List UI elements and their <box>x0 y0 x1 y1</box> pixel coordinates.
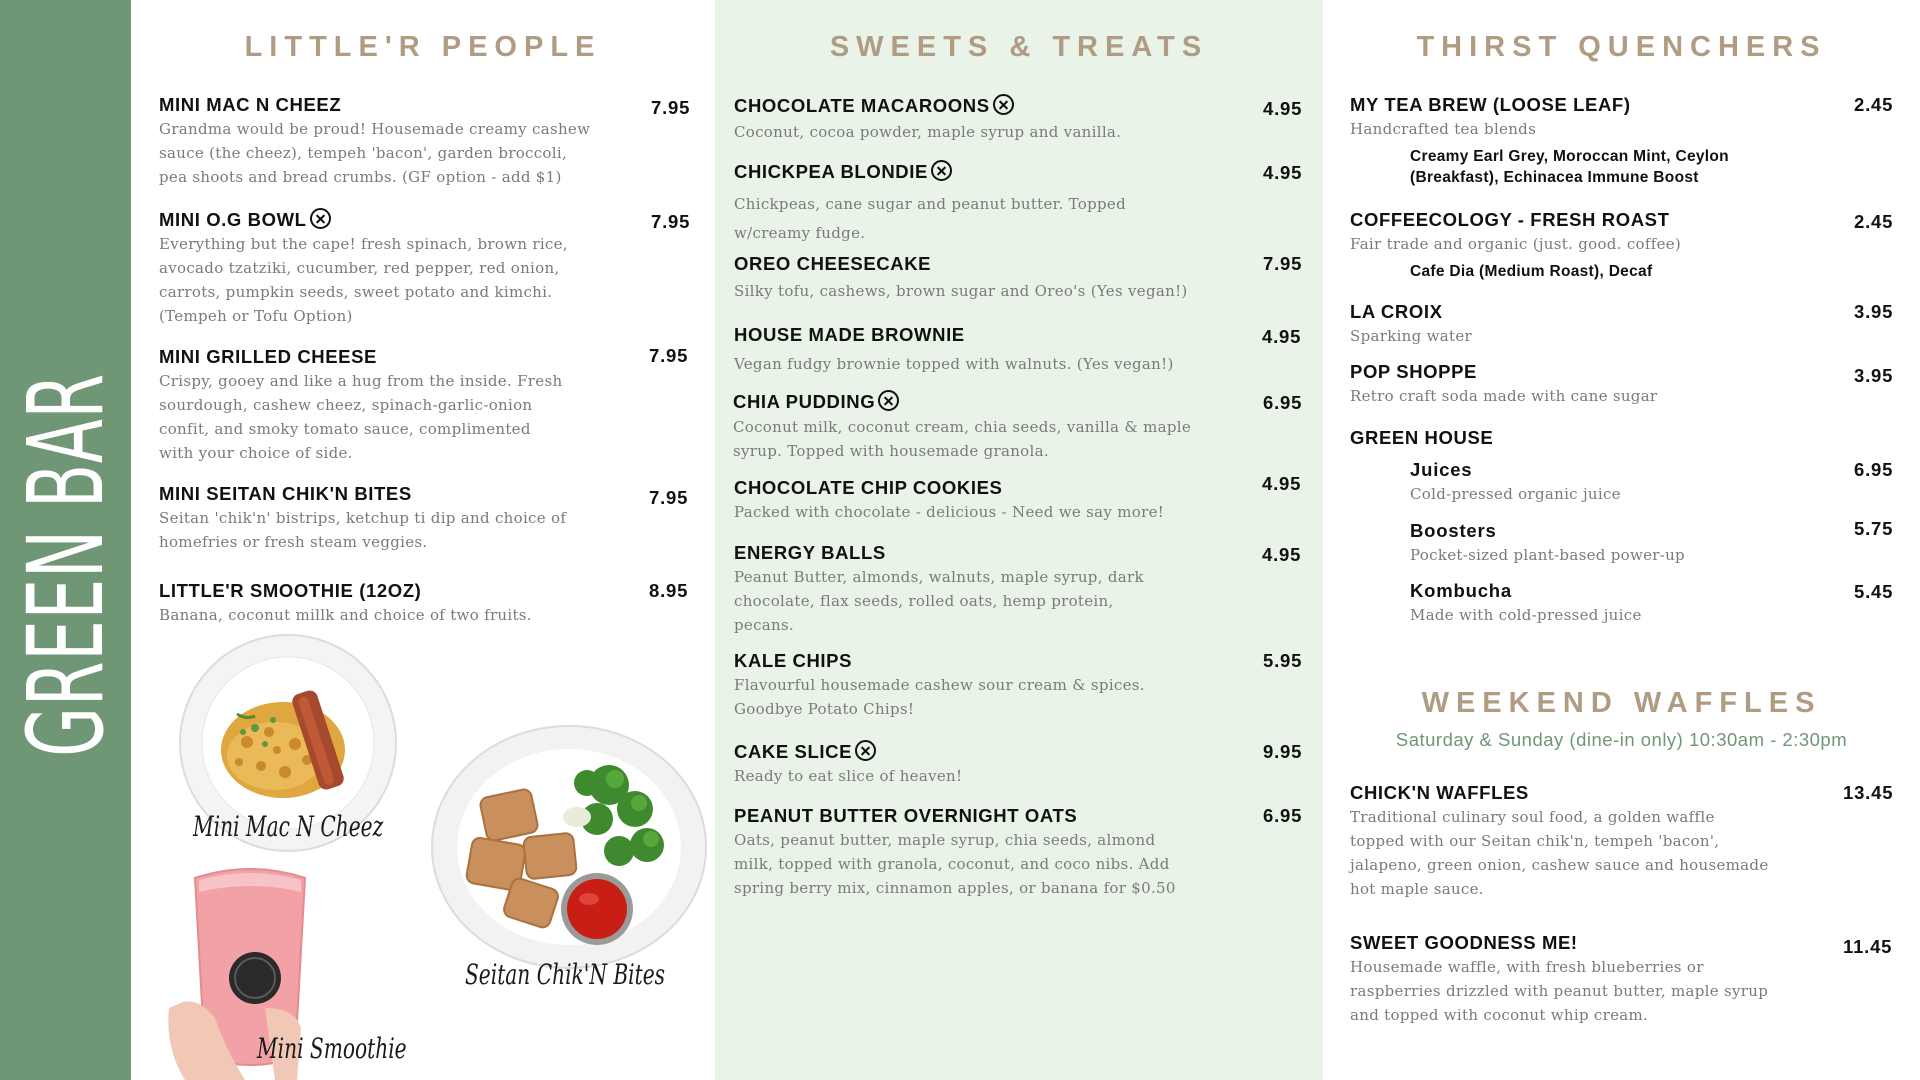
item-name: OREO CHEESECAKE <box>734 253 932 274</box>
item-price: 2.45 <box>1854 94 1894 115</box>
item-name: ENERGY BALLS <box>734 542 886 563</box>
item-desc: Coconut, cocoa powder, maple syrup and vanilla. <box>734 123 1122 141</box>
item-price: 8.95 <box>649 580 689 601</box>
brand-title: GREEN BAR <box>5 373 127 757</box>
menu-item <box>1350 932 1810 1027</box>
menu-item <box>734 542 1234 637</box>
section-heading-sweets: SWEETS & TREATS <box>829 31 1209 63</box>
vegan-circled-x-icon <box>931 160 952 181</box>
item-desc: Vegan fudgy brownie topped with walnuts. (Yes vegan!) <box>734 355 1174 373</box>
section-heading-drinks: THIRST QUENCHERS <box>1416 31 1827 63</box>
item-price: 4.95 <box>1262 544 1302 565</box>
item-price: 4.95 <box>1262 473 1302 494</box>
item-name: CHOCOLATE CHIP COOKIES <box>734 477 1003 498</box>
item-name: Boosters <box>1410 520 1497 541</box>
item-desc: Made with cold-pressed juice <box>1410 606 1642 624</box>
menu-item <box>734 477 1234 524</box>
item-desc: Retro craft soda made with cane sugar <box>1350 387 1658 405</box>
menu-item <box>734 94 1234 144</box>
item-name: CHOCOLATE MACAROONS <box>734 94 1234 117</box>
item-name: MINI MAC N CHEEZ <box>159 94 342 115</box>
menu-item <box>159 483 619 554</box>
item-name: Kombucha <box>1410 580 1512 601</box>
item-desc: Traditional culinary soul food, a golden waffle topped with our Seitan chik'n, tempeh 'bacon', jalapeno, green onion, cashew sauce and housemade hot maple sauce. <box>1350 808 1769 898</box>
item-desc: Pocket-sized plant-based power-up <box>1410 546 1685 564</box>
vegan-circled-x-icon <box>878 390 899 411</box>
item-desc: Housemade waffle, with fresh blueberries or raspberries drizzled with peanut butter, maple syrup and topped with coconut whip cream. <box>1350 958 1769 1024</box>
item-price: 4.95 <box>1263 98 1303 119</box>
item-name: MINI GRILLED CHEESE <box>159 346 377 367</box>
item-options: Cafe Dia (Medium Roast), Decaf <box>1410 263 1653 280</box>
menu-item <box>1350 94 1810 188</box>
item-name: CHIA PUDDING <box>733 390 1233 413</box>
column-little-people <box>131 0 715 1080</box>
menu-item <box>1350 209 1810 282</box>
item-price: 7.95 <box>651 97 691 118</box>
item-name: CHICKPEA BLONDIE <box>734 160 1234 183</box>
item-price: 5.45 <box>1854 581 1894 602</box>
group-name: GREEN HOUSE <box>1350 427 1494 448</box>
item-price: 2.45 <box>1854 211 1894 232</box>
menu-item <box>734 740 1234 788</box>
item-desc: Grandma would be proud! Housemade creamy cashew sauce (the cheez), tempeh 'bacon', garden broccoli, pea shoots and bread crumbs. (GF option - add $1) <box>159 120 591 186</box>
item-name: CHICK'N WAFFLES <box>1350 782 1529 803</box>
item-price: 7.95 <box>1263 253 1303 274</box>
sidebar-band <box>0 0 131 1080</box>
item-desc: Cold-pressed organic juice <box>1410 485 1621 503</box>
item-name: MINI O.G BOWL <box>159 208 619 231</box>
menu-item <box>734 805 1234 900</box>
menu-item <box>1410 520 1810 567</box>
menu-item <box>159 94 619 189</box>
menu-item <box>159 580 619 627</box>
item-name: POP SHOPPE <box>1350 361 1477 382</box>
item-price: 3.95 <box>1854 365 1894 386</box>
item-name: PEANUT BUTTER OVERNIGHT OATS <box>734 805 1078 826</box>
item-desc: Silky tofu, cashews, brown sugar and Oreo's (Yes vegan!) <box>734 282 1188 300</box>
item-price: 9.95 <box>1263 741 1303 762</box>
menu-item <box>1350 301 1810 348</box>
vegan-circled-x-icon <box>855 740 876 761</box>
item-desc: Chickpeas, cane sugar and peanut butter. Topped w/creamy fudge. <box>734 195 1126 242</box>
item-price: 5.75 <box>1854 518 1894 539</box>
menu-item <box>159 208 619 328</box>
item-desc: Seitan 'chik'n' bistrips, ketchup ti dip and choice of homefries or fresh steam veggies. <box>159 509 567 551</box>
menu-item <box>1410 459 1810 506</box>
menu-item <box>734 324 1234 376</box>
item-price: 7.95 <box>649 487 689 508</box>
column-drinks <box>1323 0 1920 1080</box>
item-price: 6.95 <box>1263 805 1303 826</box>
item-desc: Peanut Butter, almonds, walnuts, maple syrup, dark chocolate, flax seeds, rolled oats, hemp protein, pecans. <box>734 568 1144 634</box>
section-heading-waffles: WEEKEND WAFFLES <box>1421 687 1822 719</box>
menu-item <box>734 650 1234 721</box>
item-name: LA CROIX <box>1350 301 1443 322</box>
vegan-circled-x-icon <box>310 208 331 229</box>
seitan-bites-photo <box>429 723 709 973</box>
menu-group <box>1350 427 1810 449</box>
menu-item <box>1350 782 1810 901</box>
item-name: SWEET GOODNESS ME! <box>1350 932 1578 953</box>
menu-item <box>734 253 1234 303</box>
item-name: HOUSE MADE BROWNIE <box>734 324 965 345</box>
item-name: COFFEECOLOGY - FRESH ROAST <box>1350 209 1670 230</box>
item-desc: Flavourful housemade cashew sour cream & spices. Goodbye Potato Chips! <box>734 676 1145 718</box>
item-desc: Ready to eat slice of heaven! <box>734 767 963 785</box>
item-price: 7.95 <box>649 345 689 366</box>
item-price: 5.95 <box>1263 650 1303 671</box>
item-desc: Coconut milk, coconut cream, chia seeds, vanilla & maple syrup. Topped with housemade granola. <box>733 418 1192 460</box>
menu-item <box>1410 580 1810 627</box>
item-name: CAKE SLICE <box>734 740 1234 763</box>
photo-caption-mac: Mini Mac N Cheez <box>193 810 384 843</box>
item-desc: Sparking water <box>1350 327 1472 345</box>
section-heading-little-people: LITTLE'R PEOPLE <box>244 31 602 63</box>
menu-item <box>159 346 619 465</box>
vegan-circled-x-icon <box>993 94 1014 115</box>
photo-caption-smoothie: Mini Smoothie <box>257 1032 407 1065</box>
item-price: 6.95 <box>1854 459 1894 480</box>
item-name: Juices <box>1410 459 1473 480</box>
item-price: 4.95 <box>1262 326 1302 347</box>
item-price: 4.95 <box>1263 162 1303 183</box>
column-sweets <box>715 0 1323 1080</box>
item-name: MINI SEITAN CHIK'N BITES <box>159 483 412 504</box>
item-name: KALE CHIPS <box>734 650 853 671</box>
item-name: MY TEA BREW (LOOSE LEAF) <box>1350 94 1631 115</box>
item-desc: Fair trade and organic (just. good. coffee) <box>1350 235 1682 253</box>
item-price: 7.95 <box>651 211 691 232</box>
item-desc: Everything but the cape! fresh spinach, brown rice, avocado tzatziki, cucumber, red pepper, red onion, carrots, pumpkin seeds, sweet potato and kimchi. (Tempeh or Tofu Option) <box>159 235 568 325</box>
item-name: LITTLE'R SMOOTHIE (12OZ) <box>159 580 422 601</box>
item-desc: Banana, coconut millk and choice of two fruits. <box>159 606 532 624</box>
item-price: 3.95 <box>1854 301 1894 322</box>
menu-item <box>1350 361 1810 408</box>
item-price: 11.45 <box>1843 936 1893 957</box>
photo-caption-bites: Seitan Chik'N Bites <box>465 958 666 991</box>
item-price: 6.95 <box>1263 392 1303 413</box>
item-desc: Packed with chocolate - delicious - Need we say more! <box>734 503 1165 521</box>
item-desc: Crispy, gooey and like a hug from the inside. Fresh sourdough, cashew cheez, spinach-garlic-onion confit, and smoky tomato sauce, complimented with your choice of side. <box>159 372 563 462</box>
item-desc: Oats, peanut butter, maple syrup, chia seeds, almond milk, topped with granola, coconut, and coco nibs. Add spring berry mix, cinnamon apples, or banana for $0.50 <box>734 831 1176 897</box>
item-options: Creamy Earl Grey, Moroccan Mint, Ceylon (Breakfast), Echinacea Immune Boost <box>1410 148 1729 186</box>
waffles-hours: Saturday & Sunday (dine-in only) 10:30am - 2:30pm <box>1395 729 1848 750</box>
item-desc: Handcrafted tea blends <box>1350 120 1537 138</box>
item-price: 13.45 <box>1843 782 1894 803</box>
menu-item <box>733 390 1233 463</box>
menu-item <box>734 160 1234 250</box>
